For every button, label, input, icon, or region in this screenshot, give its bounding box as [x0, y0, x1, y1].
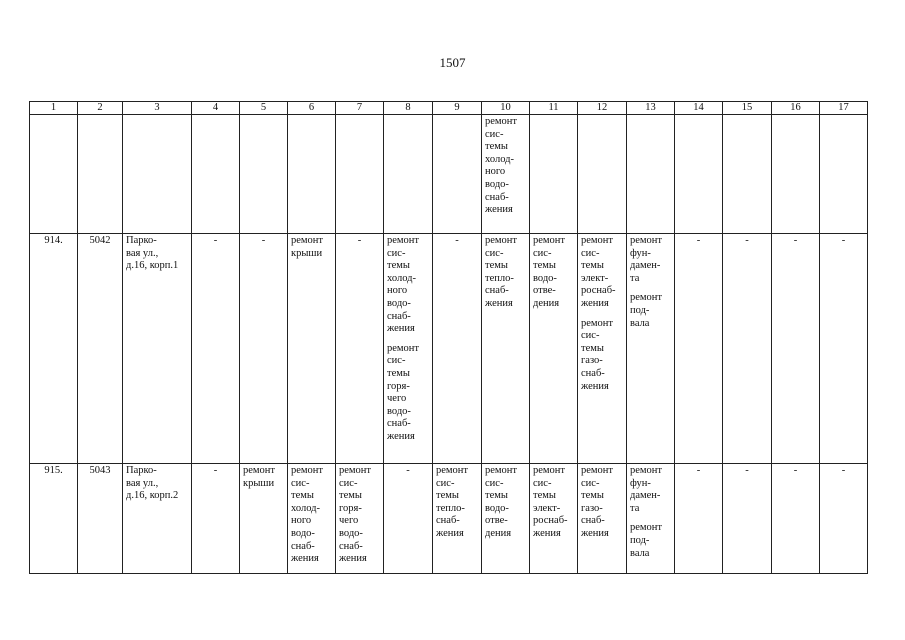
cell-line: -	[213, 235, 218, 246]
cell-line: сис-	[485, 477, 504, 489]
cell-line: ремонт	[387, 342, 420, 354]
cell-line: снаб-	[339, 540, 363, 552]
cell-line: -	[745, 465, 749, 476]
cell-line: ного	[291, 515, 312, 527]
cell-entry	[726, 465, 768, 478]
cell-line: под-	[630, 304, 650, 316]
table-cell	[530, 234, 578, 464]
cell-line: темы	[387, 260, 410, 272]
cell-line: -	[841, 465, 846, 476]
cell-line: 914.	[44, 235, 63, 246]
cell-line: -	[213, 465, 218, 476]
table-cell	[192, 234, 240, 464]
cell-line: сис-	[291, 477, 310, 489]
cell-entry	[775, 465, 816, 478]
cell-entry	[630, 522, 671, 560]
table-cell	[384, 115, 433, 234]
table-cell	[336, 115, 384, 234]
cell-line: ного	[387, 285, 408, 297]
table-cell	[123, 464, 192, 574]
cell-line: жения	[387, 323, 415, 335]
cell-line: 5043	[89, 465, 111, 476]
column-number-row	[30, 102, 868, 115]
cell-entry	[678, 235, 719, 248]
cell-entry	[630, 292, 671, 330]
table-cell	[820, 464, 868, 574]
cell-line: сис-	[387, 247, 406, 259]
cell-line: ремонт	[291, 235, 324, 246]
cell-line: ремонт	[243, 465, 276, 476]
cell-line: водо-	[485, 178, 509, 190]
cell-line: -	[793, 235, 798, 246]
repair-registry-table	[29, 101, 868, 574]
table-cell	[723, 115, 772, 234]
cell-line: фун-	[630, 247, 651, 259]
cell-line: чего	[339, 515, 359, 527]
table-cell	[78, 115, 123, 234]
cell-line: чего	[387, 393, 407, 405]
table-cell	[30, 234, 78, 464]
table-cell	[772, 115, 820, 234]
cell-entry	[436, 235, 478, 248]
table-cell	[675, 234, 723, 464]
table-cell	[820, 115, 868, 234]
cell-line: холод-	[387, 272, 416, 284]
cell-line: ремонт	[630, 465, 663, 476]
cell-entry	[243, 465, 284, 490]
cell-line: ремонт	[291, 465, 324, 476]
cell-line: сис-	[581, 247, 600, 259]
cell-line: темы	[533, 260, 556, 272]
cell-entry	[339, 465, 380, 566]
column-number: 7	[336, 102, 384, 115]
cell-line: Парко-	[126, 465, 157, 476]
cell-line: снаб-	[485, 191, 509, 203]
table-cell	[336, 464, 384, 574]
table-cell	[123, 234, 192, 464]
cell-entry	[630, 465, 671, 515]
cell-entry	[339, 235, 380, 248]
cell-entry	[775, 235, 816, 248]
cell-line: ремонт	[485, 465, 518, 476]
cell-line: -	[261, 235, 266, 246]
cell-line: под-	[630, 534, 650, 546]
table-cell	[675, 464, 723, 574]
table-cell	[288, 234, 336, 464]
cell-line: ремонт	[436, 465, 469, 476]
cell-line: -	[793, 465, 798, 476]
table-cell	[627, 115, 675, 234]
cell-line: водо-	[533, 272, 557, 284]
column-number: 12	[578, 102, 627, 115]
column-number: 3	[123, 102, 192, 115]
column-number: 5	[240, 102, 288, 115]
cell-line: дамен-	[630, 260, 661, 272]
cell-line: тепло-	[436, 502, 465, 514]
cell-line: темы	[387, 367, 410, 379]
column-number: 1	[30, 102, 78, 115]
cell-entry	[436, 465, 478, 541]
cell-line: снаб-	[291, 540, 315, 552]
cell-line: -	[455, 235, 459, 246]
cell-line: 5042	[89, 235, 111, 246]
cell-line: ремонт	[339, 465, 372, 476]
cell-line: -	[696, 235, 701, 246]
cell-line: ремонт	[581, 235, 614, 246]
column-number: 9	[433, 102, 482, 115]
cell-line: -	[406, 465, 410, 476]
column-number: 8	[384, 102, 433, 115]
table-cell	[627, 464, 675, 574]
column-number: 4	[192, 102, 240, 115]
cell-line: сис-	[581, 330, 600, 342]
cell-line: темы	[485, 490, 508, 502]
column-number: 15	[723, 102, 772, 115]
table-cell	[530, 464, 578, 574]
table-cell	[530, 115, 578, 234]
table-cell	[288, 464, 336, 574]
cell-entry	[823, 235, 864, 248]
table-cell	[123, 115, 192, 234]
cell-line: элект-	[581, 272, 609, 284]
table-row	[30, 234, 868, 464]
cell-line: горя-	[339, 502, 362, 514]
cell-line: сис-	[485, 247, 504, 259]
cell-line: темы	[581, 342, 604, 354]
cell-line: снаб-	[485, 285, 509, 297]
cell-line: темы	[485, 141, 508, 153]
cell-line: сис-	[436, 477, 455, 489]
cell-line: роснаб-	[581, 285, 616, 297]
cell-line: темы	[485, 260, 508, 272]
table-cell	[578, 234, 627, 464]
cell-entry	[581, 235, 623, 311]
cell-entry	[243, 235, 284, 248]
cell-line: водо-	[387, 297, 411, 309]
cell-line: -	[357, 235, 362, 246]
column-number: 11	[530, 102, 578, 115]
cell-line: жения	[581, 380, 609, 392]
cell-line: ремонт	[533, 235, 566, 246]
table-cell	[772, 464, 820, 574]
column-number: 10	[482, 102, 530, 115]
cell-line: темы	[339, 490, 362, 502]
cell-line: сис-	[533, 247, 552, 259]
cell-line: жения	[533, 527, 561, 539]
cell-line: сис-	[581, 477, 600, 489]
cell-line: темы	[291, 490, 314, 502]
cell-line: отве-	[533, 285, 556, 297]
cell-entry	[678, 465, 719, 478]
cell-entry	[81, 235, 119, 248]
table-cell	[578, 115, 627, 234]
cell-line: темы	[581, 260, 604, 272]
cell-entry	[630, 235, 671, 285]
cell-entry	[485, 235, 526, 311]
column-number: 2	[78, 102, 123, 115]
cell-line: ремонт	[630, 235, 663, 246]
column-number: 13	[627, 102, 675, 115]
table-cell	[384, 464, 433, 574]
cell-entry	[581, 465, 623, 541]
cell-line: вала	[630, 317, 650, 329]
cell-entry	[81, 465, 119, 478]
table-cell	[723, 464, 772, 574]
cell-line: снаб-	[387, 418, 411, 430]
cell-line: та	[630, 272, 640, 284]
cell-line: роснаб-	[533, 515, 568, 527]
table-cell	[433, 464, 482, 574]
cell-entry	[387, 343, 429, 444]
cell-line: ремонт	[630, 292, 663, 304]
cell-entry	[823, 465, 864, 478]
cell-line: газо-	[581, 355, 603, 367]
cell-line: вала	[630, 547, 650, 559]
cell-line: элект-	[533, 502, 561, 514]
cell-line: жения	[485, 204, 513, 216]
cell-line: тепло-	[485, 272, 514, 284]
cell-line: сис-	[485, 128, 504, 140]
cell-line: ремонт	[485, 235, 518, 246]
cell-line: ремонт	[581, 465, 614, 476]
page-number: 1507	[439, 55, 466, 70]
column-number: 16	[772, 102, 820, 115]
cell-entry	[195, 465, 236, 478]
cell-line: водо-	[387, 405, 411, 417]
cell-line: водо-	[339, 527, 363, 539]
table-cell	[482, 464, 530, 574]
cell-entry	[195, 235, 236, 248]
cell-line: -	[696, 465, 701, 476]
cell-entry	[33, 235, 74, 248]
table-cell	[820, 234, 868, 464]
cell-line: д.16, корп.2	[126, 490, 179, 502]
cell-line: жения	[581, 527, 609, 539]
cell-line: холод-	[485, 153, 514, 165]
cell-line: -	[745, 235, 749, 246]
cell-line: жения	[485, 297, 513, 309]
cell-line: -	[841, 235, 846, 246]
table-cell	[192, 115, 240, 234]
cell-line: ремонт	[387, 235, 420, 246]
cell-line: отве-	[485, 515, 508, 527]
cell-line: дамен-	[630, 490, 661, 502]
table-cell	[240, 234, 288, 464]
table-cell	[240, 115, 288, 234]
cell-line: снаб-	[581, 367, 605, 379]
cell-line: жения	[581, 297, 609, 309]
cell-entry	[291, 235, 332, 260]
cell-line: ремонт	[533, 465, 566, 476]
cell-entry	[533, 465, 574, 541]
table-cell	[78, 464, 123, 574]
cell-line: жения	[339, 553, 367, 565]
table-cell	[482, 115, 530, 234]
cell-entry	[387, 235, 429, 336]
cell-entry	[533, 235, 574, 311]
cell-entry	[126, 465, 188, 503]
cell-line: жения	[387, 430, 415, 442]
table-row	[30, 115, 868, 234]
cell-line: вая ул.,	[126, 477, 159, 489]
cell-entry	[33, 465, 74, 478]
cell-line: дения	[533, 297, 560, 309]
cell-line: ного	[485, 166, 506, 178]
table-cell	[384, 234, 433, 464]
cell-line: крыши	[243, 477, 275, 489]
cell-entry	[485, 116, 526, 217]
table-cell	[192, 464, 240, 574]
cell-line: водо-	[291, 527, 315, 539]
cell-line: сис-	[387, 355, 406, 367]
cell-line: газо-	[581, 502, 603, 514]
column-number: 17	[820, 102, 868, 115]
cell-entry	[126, 235, 188, 273]
table-cell	[336, 234, 384, 464]
cell-line: крыши	[291, 247, 323, 259]
table-cell	[240, 464, 288, 574]
cell-line: жения	[291, 553, 319, 565]
column-number: 6	[288, 102, 336, 115]
cell-line: Парко-	[126, 235, 157, 246]
table-cell	[772, 234, 820, 464]
cell-line: темы	[533, 490, 556, 502]
cell-line: снаб-	[436, 515, 460, 527]
cell-line: горя-	[387, 380, 410, 392]
cell-line: сис-	[533, 477, 552, 489]
cell-line: д.16, корп.1	[126, 260, 179, 272]
cell-line: снаб-	[387, 310, 411, 322]
cell-entry	[485, 465, 526, 541]
cell-line: дения	[485, 527, 512, 539]
cell-line: снаб-	[581, 515, 605, 527]
table-cell	[78, 234, 123, 464]
table-cell	[723, 234, 772, 464]
cell-line: темы	[436, 490, 459, 502]
cell-entry	[291, 465, 332, 566]
table-cell	[288, 115, 336, 234]
cell-entry	[581, 318, 623, 394]
table-cell	[675, 115, 723, 234]
column-number: 14	[675, 102, 723, 115]
table-cell	[433, 115, 482, 234]
cell-line: водо-	[485, 502, 509, 514]
cell-line: 915.	[44, 465, 63, 476]
table-cell	[30, 464, 78, 574]
cell-line: ремонт	[630, 522, 663, 534]
table-cell	[578, 464, 627, 574]
table-cell	[627, 234, 675, 464]
cell-line: темы	[581, 490, 604, 502]
cell-entry	[387, 465, 429, 478]
table-cell	[482, 234, 530, 464]
cell-line: сис-	[339, 477, 358, 489]
cell-line: фун-	[630, 477, 651, 489]
table-row	[30, 464, 868, 574]
cell-line: та	[630, 502, 640, 514]
cell-line: ремонт	[581, 317, 614, 329]
cell-line: вая ул.,	[126, 247, 159, 259]
cell-line: ремонт	[485, 116, 518, 127]
cell-entry	[726, 235, 768, 248]
cell-line: жения	[436, 527, 464, 539]
table-cell	[30, 115, 78, 234]
cell-line: холод-	[291, 502, 320, 514]
table-cell	[433, 234, 482, 464]
